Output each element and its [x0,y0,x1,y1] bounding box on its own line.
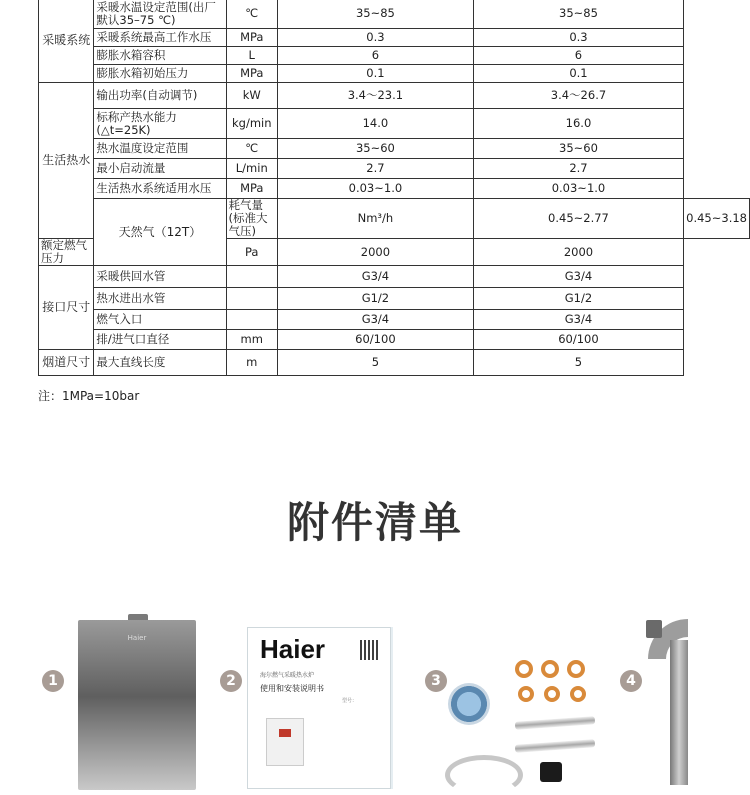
spec-unit: L [226,47,278,65]
spec-value-model-1: 5 [278,350,474,376]
spec-row [39,65,750,83]
spec-value-model-2: 2000 [473,239,683,266]
spec-name: 排/进气口直径 [94,330,226,350]
accessory-badge-4: 4 [620,670,642,692]
spec-value-model-1: 60/100 [278,330,474,350]
manual-logo: Haier [260,634,326,664]
gasket-ring-icon [515,660,533,678]
spec-name: 标称产热水能力(△t=25K) [94,109,226,139]
gasket-ring-icon [544,686,560,702]
spec-category: 天然气（12T） [94,199,226,266]
spec-name: 采暖系统最高工作水压 [94,29,226,47]
spec-value-model-2: 6 [473,47,683,65]
spec-value-model-1: 14.0 [278,109,474,139]
bottle-image [540,762,562,782]
spec-value-model-2: 16.0 [473,109,683,139]
spec-unit [226,288,278,310]
qr-code-icon [360,640,380,660]
spec-value-model-2: G3/4 [473,310,683,330]
spec-name: 燃气入口 [94,310,226,330]
spec-value-model-2: 35~85 [473,0,683,29]
accessory-badge-2: 2 [220,670,242,692]
spec-value-model-2: 3.4～26.7 [473,83,683,109]
spec-unit: MPa [226,29,278,47]
spec-value-model-1: 2.7 [278,159,474,179]
spec-name: 膨胀水箱容积 [94,47,226,65]
spec-value-model-2: 60/100 [473,330,683,350]
heater-image [78,620,196,790]
spec-name: 采暖水温设定范围(出厂默认35–75 ℃) [94,0,226,29]
spec-name: 最大直线长度 [94,350,226,376]
spec-row [39,310,750,330]
connector-pipe-image [515,716,595,730]
spec-name: 热水进出水管 [94,288,226,310]
spec-value-model-1: G1/2 [278,288,474,310]
spec-name: 输出功率(自动调节) [94,83,226,109]
flue-cap-image [646,620,662,638]
manual-model-label: 型号： [342,698,358,704]
manual-subtitle: 海尔燃气采暖热水炉 [260,672,315,679]
spec-category: 接口尺寸 [39,266,94,350]
spec-row [39,139,750,159]
spec-unit: Nm³/h [278,199,474,239]
spec-unit: ℃ [226,139,278,159]
spec-row [39,199,750,239]
spec-value-model-1: G3/4 [278,310,474,330]
spec-value-model-2: G1/2 [473,288,683,310]
spec-unit [226,310,278,330]
spec-unit: Pa [226,239,278,266]
spec-value-model-1: 6 [278,47,474,65]
gasket-ring-icon [570,686,586,702]
spec-row [39,29,750,47]
spec-table-body [39,0,750,376]
spec-unit: MPa [226,65,278,83]
spec-category: 生活热水 [39,83,94,239]
spec-value-model-1: 35~85 [278,0,474,29]
heater-logo: Haier [127,634,147,642]
manual-heater-illustration [266,718,304,766]
spec-value-model-2: 0.3 [473,29,683,47]
spec-value-model-1: 0.1 [278,65,474,83]
section-title: 附件清单 [286,498,463,547]
gasket-ring-icon [518,686,534,702]
spec-row [39,330,750,350]
spec-unit: kW [226,83,278,109]
filter-fitting-image [448,683,490,725]
spec-row [39,47,750,65]
spec-value-model-2: 0.45~3.18 [684,199,750,239]
flue-pipe-image [670,640,688,785]
spec-unit: ℃ [226,0,278,29]
spec-unit: L/min [226,159,278,179]
spec-row [39,0,750,29]
spec-name: 额定燃气压力 [39,239,94,266]
spec-value-model-2: 0.03~1.0 [473,179,683,199]
spec-name: 生活热水系统适用水压 [94,179,226,199]
spec-row [39,179,750,199]
spec-value-model-2: 0.1 [473,65,683,83]
accessory-badge-3: 3 [425,670,447,692]
gasket-ring-icon [567,660,585,678]
spec-table [38,0,750,376]
spec-row [39,266,750,288]
manual-title: 使用和安装说明书 [260,684,324,693]
connector-pipe-image [515,739,595,753]
spec-name: 耗气量(标准大气压) [226,199,278,239]
spec-value-model-1: 0.3 [278,29,474,47]
spec-unit: kg/min [226,109,278,139]
spec-row [39,109,750,139]
spec-name: 热水温度设定范围 [94,139,226,159]
spec-value-model-1: G3/4 [278,266,474,288]
spec-value-model-2: 5 [473,350,683,376]
spec-row [39,288,750,310]
spec-category: 采暖系统 [39,0,94,83]
accessory-badge-1: 1 [42,670,64,692]
spec-value-model-1: 2000 [278,239,474,266]
spec-value-model-2: 2.7 [473,159,683,179]
spec-value-model-2: 35~60 [473,139,683,159]
spec-value-model-2: G3/4 [473,266,683,288]
spec-row [39,83,750,109]
hose-image [445,755,523,795]
spec-value-model-1: 0.03~1.0 [278,179,474,199]
spec-unit [226,266,278,288]
spec-unit: m [226,350,278,376]
footnote: 注：1MPa=10bar [38,389,140,403]
spec-value-model-1: 3.4～23.1 [278,83,474,109]
spec-name: 采暖供回水管 [94,266,226,288]
spec-value-model-1: 35~60 [278,139,474,159]
spec-name: 膨胀水箱初始压力 [94,65,226,83]
spec-row [39,159,750,179]
spec-name: 最小启动流量 [94,159,226,179]
gasket-ring-icon [541,660,559,678]
spec-row [39,350,750,376]
spec-category: 烟道尺寸 [39,350,94,376]
spec-value-model-1: 0.45~2.77 [473,199,683,239]
spec-unit: mm [226,330,278,350]
spec-unit: MPa [226,179,278,199]
manual-image [247,627,391,789]
